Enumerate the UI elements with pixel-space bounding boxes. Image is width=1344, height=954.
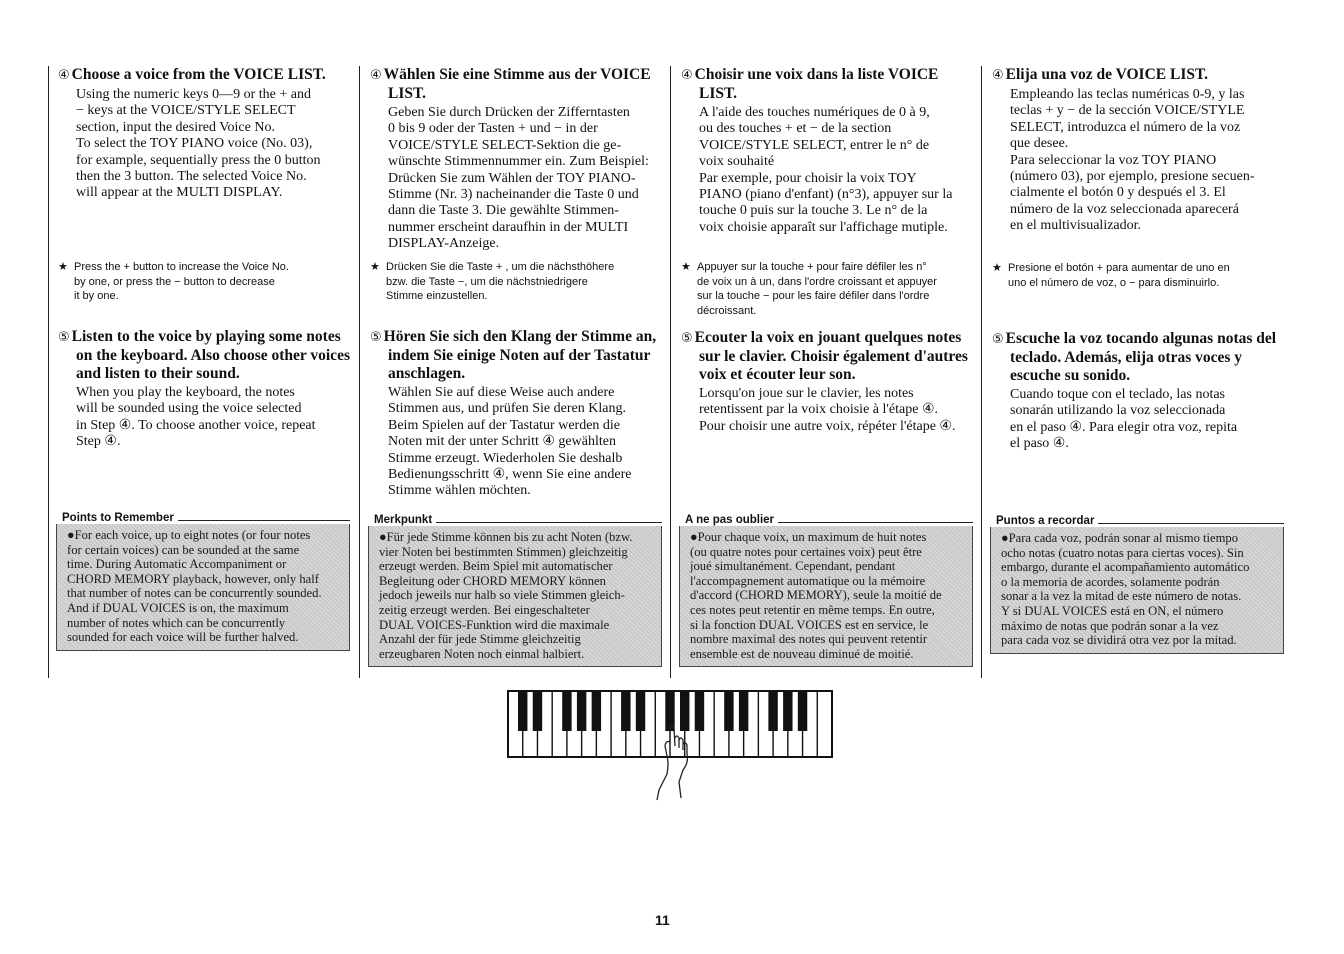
step4-heading: ④ Choose a voice from the VOICE LIST. bbox=[58, 66, 326, 83]
points-text: ●Para cada voz, podrán sonar al mismo tiempo ocho notas (cuatro notas para ciertas voces). Sin embargo, durante el acompañamiento automático o la memoria de acordes, solamente podrán sonar a la vez la mitad de este número de notas. Y si DUAL VOICES está en ON, el número máximo de notas que podrán sonar a la vez para cada voz se dividirá otra vez por la mitad. bbox=[990, 527, 1284, 654]
black-key bbox=[592, 691, 601, 731]
step4-body: Empleando las teclas numéricas 0-9, y las teclas + y − de la sección VOICE/STYLE SELECT, introduzca el número de la voz que desee. Para seleccionar la voz TOY PIANO (número 03), por ejemplo, presione secuen- cialmente el botón 0 y después el 3. El número de la voz seleccionada aparecerá en el multivisualizador. bbox=[1010, 87, 1255, 234]
step4-heading: ④ Wählen Sie eine Stimme aus der VOICE LIST. bbox=[370, 66, 651, 102]
points-box bbox=[56, 512, 350, 651]
step5-body: When you play the keyboard, the notes will be sounded using the voice selected in Step ④. To choose another voice, repeat Step ④. bbox=[76, 385, 316, 450]
step5-body: Cuando toque con el teclado, las notas sonarán utilizando la voz seleccionada en el paso ④. Para elegir otra voz, repita el paso ④. bbox=[1010, 387, 1238, 452]
black-key bbox=[621, 691, 630, 731]
step5-heading: ⑤ Ecouter la voix en jouant quelques notes sur le clavier. Choisir également d'autres voix et écouter leur son. bbox=[681, 329, 968, 383]
step5-heading: ⑤ Escuche la voz tocando algunas notas del teclado. Además, elija otras voces y escuche su sonido. bbox=[992, 330, 1277, 384]
black-key bbox=[636, 691, 645, 731]
star-icon: ★ bbox=[681, 261, 691, 273]
black-key bbox=[798, 691, 807, 731]
star-icon: ★ bbox=[58, 261, 68, 273]
black-key bbox=[680, 691, 689, 731]
points-box bbox=[990, 515, 1284, 654]
points-box bbox=[368, 514, 662, 667]
black-key bbox=[562, 691, 571, 731]
page-number: 11 bbox=[655, 912, 670, 928]
step5-body: Lorsqu'on joue sur le clavier, les notes retentissent par la voix choisie à l'étape ④. Pour choisir une autre voix, répéter l'étape ④. bbox=[699, 386, 956, 434]
step4-heading: ④ Choisir une voix dans la liste VOICE LIST. bbox=[681, 66, 939, 102]
black-key bbox=[665, 691, 674, 731]
step5-section bbox=[982, 330, 1282, 453]
black-key bbox=[739, 691, 748, 731]
black-key bbox=[783, 691, 792, 731]
star-icon: ★ bbox=[370, 261, 380, 273]
black-key bbox=[695, 691, 704, 731]
tip-note: ★ Press the + button to increase the Voice No. by one, or press the − button to decrease it by one. bbox=[58, 261, 289, 303]
points-title: Points to Remember bbox=[56, 512, 350, 524]
points-title: Merkpunkt bbox=[368, 514, 662, 526]
column-english bbox=[48, 66, 354, 678]
column-french bbox=[671, 66, 971, 678]
step4-body: Geben Sie durch Drücken der Zifferntasten 0 bis 9 oder der Tasten + und − in der VOICE/STYLE SELECT-Sektion die ge- wünschte Stimmennummer ein. Zum Beispiel: Drücken Sie zum Wählen der TOY PIANO- Stimme (Nr. 3) nacheinander die Taste 0 und dann die Taste 3. Die gewählte Stimmen- nummer erscheint daraufhin in der MULTI DISPLAY-Anzeige. bbox=[388, 105, 649, 252]
step4-body: A l'aide des touches numériques de 0 à 9, ou des touches + et − de la section VOICE/STYLE SELECT, entrer le n° de voix souhaité Par exemple, pour choisir la voix TOY PIANO (piano d'enfant) (n°3), appuyer sur la touche 0 puis sur la touche 3. Le n° de la voix choisie apparaît sur l'affichage mutiple. bbox=[699, 105, 953, 235]
black-key bbox=[768, 691, 777, 731]
step4-heading: ④ Elija una voz de VOICE LIST. bbox=[992, 66, 1209, 83]
points-text: ●Pour chaque voix, un maximum de huit notes (ou quatre notes pour certaines voix) peut être joué simultanément. Cependant, pendant l'accompagnement automatique ou la mémoire d'accord (CHORD MEMORY), seule la moitié de ces notes peut retentir en même temps. En outre, si la fonction DUAL VOICES est en service, le nombre maximal des notes qui peuvent retentir ensemble est de nouveau diminué de moitié. bbox=[679, 526, 973, 667]
step5-section bbox=[360, 328, 660, 500]
step4-body: Using the numeric keys 0—9 or the + and − keys at the VOICE/STYLE SELECT section, input the desired Voice No. To select the TOY PIANO voice (No. 03), for example, sequentially press the 0 button then the 3 button. The selected Voice No. will appear at the MULTI DISPLAY. bbox=[76, 87, 321, 201]
black-key bbox=[518, 691, 527, 731]
column-german bbox=[360, 66, 660, 678]
points-text: ●Für jede Stimme können bis zu acht Noten (bzw. vier Noten bei bestimmten Stimmen) gleichzeitig erzeugt werden. Beim Spiel mit automatischer Begleitung oder CHORD MEMORY können jedoch jeweils nur halb so viele Stimmen gleich- zeitig erzeugt werden. Bei eingeschalteter DUAL VOICES-Funktion wird die maximale Anzahl der für jede Stimme gleichzeitig erzeugbaren Noten noch einmal halbiert. bbox=[368, 526, 662, 667]
black-key bbox=[724, 691, 733, 731]
star-icon: ★ bbox=[992, 262, 1002, 274]
black-key bbox=[577, 691, 586, 731]
step5-section bbox=[671, 329, 971, 435]
points-title: Puntos a recordar bbox=[990, 515, 1284, 527]
keyboard-illustration bbox=[507, 690, 837, 802]
step5-heading: ⑤ Hören Sie sich den Klang der Stimme an, indem Sie einige Noten auf der Tastatur anschlagen. bbox=[370, 328, 657, 382]
tip-note: ★ Drücken Sie die Taste + , um die nächsthöhere bzw. die Taste −, um die nächstniedrigere Stimme einzustellen. bbox=[370, 261, 615, 303]
step5-body: Wählen Sie auf diese Weise auch andere Stimmen aus, und prüfen Sie deren Klang. Beim Spielen auf der Tastatur werden die Noten mit der unter Schritt ④ gewählten Stimme erzeugt. Wiederholen Sie deshalb Bedienungsschritt ④, wenn Sie eine andere Stimme wählen möchten. bbox=[388, 385, 632, 499]
black-key bbox=[533, 691, 542, 731]
tip-note: ★ Appuyer sur la touche + pour faire défiler les n° de voix un à un, dans l'ordre croissant et appuyer sur la touche − pour les faire défiler dans l'ordre décroissant. bbox=[681, 261, 937, 317]
points-text: ●For each voice, up to eight notes (or four notes for certain voices) can be sounded at the same time. During Automatic Accompaniment or CHORD MEMORY playback, however, only half that number of notes can be concurrently sounded. And if DUAL VOICES is on, the maximum number of notes which can be concurrently sounded for each voice will be further halved. bbox=[56, 524, 350, 651]
step5-heading: ⑤ Listen to the voice by playing some notes on the keyboard. Also choose other voices and listen to their sound. bbox=[58, 328, 350, 382]
tip-note: ★ Presione el botón + para aumentar de uno en uno el número de voz, o − para disminuirlo. bbox=[992, 262, 1230, 289]
column-spanish bbox=[982, 66, 1282, 678]
points-box bbox=[679, 514, 973, 667]
points-title: A ne pas oublier bbox=[679, 514, 973, 526]
step5-section bbox=[48, 328, 354, 451]
